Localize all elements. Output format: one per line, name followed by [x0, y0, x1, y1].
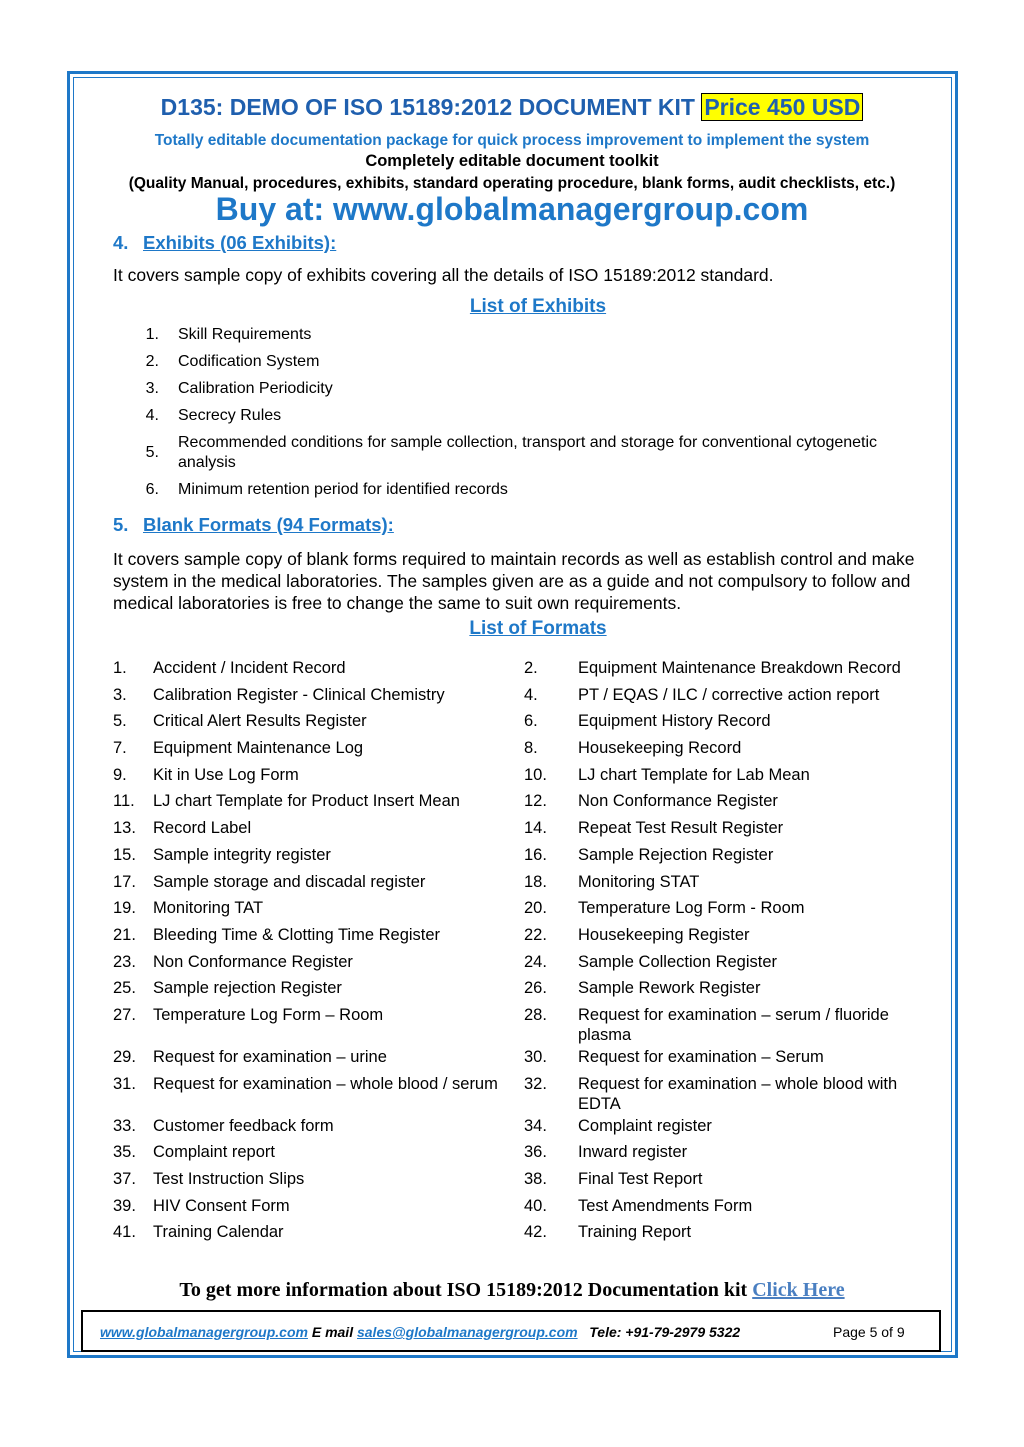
- item-text: Sample Rejection Register: [578, 845, 774, 864]
- table-row: [113, 709, 935, 736]
- list-item: [113, 1194, 524, 1216]
- formats-heading: [113, 514, 394, 536]
- exhibits-heading: [113, 232, 336, 254]
- item-text: Training Calendar: [153, 1223, 284, 1242]
- list-item: [113, 1167, 524, 1189]
- item-text: Sample storage and discadal register: [153, 872, 426, 891]
- item-text: Equipment Maintenance Breakdown Record: [578, 659, 901, 677]
- list-item: [113, 321, 935, 348]
- formats-section-number: 5.: [113, 514, 129, 535]
- item-number: 29.: [113, 1047, 136, 1066]
- formats-list-title: List of Formats: [469, 618, 607, 639]
- list-item: [524, 709, 935, 731]
- list-item: [524, 976, 935, 998]
- item-text: Accident / Incident Record: [153, 659, 346, 677]
- table-row: [113, 1045, 935, 1072]
- item-text: Complaint report: [153, 1143, 275, 1162]
- table-row: [113, 1220, 935, 1247]
- item-number: 26.: [524, 979, 547, 998]
- list-item: [113, 348, 935, 375]
- item-number: 37.: [113, 1170, 136, 1188]
- item-number: 13.: [113, 819, 136, 838]
- item-text: Final Test Report: [578, 1170, 703, 1188]
- item-number: 34.: [524, 1116, 547, 1135]
- item-text: Kit in Use Log Form: [153, 765, 299, 784]
- item-number: 6.: [524, 712, 538, 731]
- list-item: [113, 1220, 524, 1242]
- list-item: [524, 1167, 935, 1189]
- item-text: Minimum retention period for identified records: [178, 480, 508, 498]
- item-number: 12.: [524, 792, 547, 811]
- table-row: [113, 1072, 935, 1114]
- item-number: 38.: [524, 1170, 547, 1188]
- subtitle: Completely editable document toolkit: [365, 152, 659, 170]
- list-item: [524, 1220, 935, 1242]
- item-text: Calibration Register - Clinical Chemistry: [153, 685, 445, 704]
- footer-email-link[interactable]: sales@globalmanagergroup.com: [356, 1324, 578, 1340]
- table-row: [113, 950, 935, 977]
- list-item: [113, 976, 524, 998]
- item-text: Sample rejection Register: [153, 979, 342, 998]
- item-number: 16.: [524, 845, 547, 864]
- table-row: [113, 816, 935, 843]
- item-number: 10.: [524, 765, 547, 784]
- item-text: Sample integrity register: [153, 845, 331, 864]
- table-row: [113, 763, 935, 790]
- footer: [100, 1324, 740, 1340]
- item-text: Recommended conditions for sample collection, transport and storage for conventional cytogenetic analysis: [178, 433, 878, 471]
- list-item: [113, 763, 524, 785]
- item-number: 23.: [113, 952, 136, 971]
- list-item: [524, 1003, 935, 1045]
- item-text: LJ chart Template for Product Insert Mean: [153, 792, 460, 811]
- item-text: Skill Requirements: [178, 325, 312, 343]
- list-item: [113, 1114, 524, 1136]
- item-number: 3.: [145, 379, 159, 397]
- list-item: [113, 656, 524, 678]
- list-item: [524, 950, 935, 972]
- list-item: [113, 923, 524, 945]
- list-item: [113, 1072, 524, 1094]
- item-number: 5.: [145, 443, 159, 461]
- list-item: [524, 763, 935, 785]
- item-number: 25.: [113, 979, 136, 998]
- item-text: Inward register: [578, 1143, 688, 1162]
- item-text: PT / EQAS / ILC / corrective action report: [578, 685, 880, 704]
- exhibits-heading-label: Exhibits (06 Exhibits):: [143, 232, 337, 253]
- list-item: [113, 736, 524, 758]
- list-item: [113, 789, 524, 811]
- item-number: 3.: [113, 685, 127, 704]
- more-info: [0, 1279, 1024, 1302]
- item-number: 20.: [524, 899, 547, 918]
- exhibits-list: [113, 321, 935, 503]
- list-item: [113, 950, 524, 972]
- item-number: 4.: [524, 685, 538, 704]
- table-row: [113, 843, 935, 870]
- item-number: 17.: [113, 872, 136, 891]
- list-item: [113, 896, 524, 918]
- list-item: [524, 816, 935, 838]
- item-number: 18.: [524, 872, 547, 891]
- formats-heading-label: Blank Formats (94 Formats):: [143, 514, 394, 535]
- list-item: [524, 1114, 935, 1136]
- footer-phone: Tele: +91-79-2979 5322: [589, 1324, 741, 1340]
- table-row: [113, 923, 935, 950]
- list-item: [113, 402, 935, 429]
- item-number: 22.: [524, 925, 547, 944]
- list-item: [113, 870, 524, 892]
- exhibits-section-number: 4.: [113, 232, 129, 253]
- item-text: Codification System: [178, 352, 320, 370]
- list-item: [524, 870, 935, 892]
- item-number: 11.: [113, 792, 135, 811]
- item-text: Test Amendments Form: [578, 1196, 753, 1215]
- list-item: [524, 896, 935, 918]
- item-number: 15.: [113, 845, 136, 864]
- table-row: [113, 976, 935, 1003]
- list-item: [113, 843, 524, 865]
- click-here-link[interactable]: Click Here: [752, 1279, 845, 1301]
- item-text: HIV Consent Form: [153, 1196, 290, 1215]
- list-item: [524, 1072, 935, 1114]
- item-number: 1.: [145, 325, 159, 343]
- table-row: [113, 1194, 935, 1221]
- table-row: [113, 683, 935, 710]
- item-number: 6.: [145, 480, 159, 498]
- buy-link[interactable]: Buy at: www.globalmanagergroup.com: [215, 191, 809, 227]
- item-text: Equipment History Record: [578, 712, 771, 731]
- item-text: Secrecy Rules: [178, 406, 282, 424]
- item-text: Customer feedback form: [153, 1116, 334, 1135]
- footer-website-link[interactable]: www.globalmanagergroup.com: [100, 1324, 308, 1340]
- document-title: [0, 92, 1024, 122]
- list-item: [113, 709, 524, 731]
- table-row: [113, 1114, 935, 1141]
- list-item: [524, 1045, 935, 1067]
- item-text: Request for examination – whole blood / serum: [153, 1074, 498, 1093]
- table-row: [113, 1003, 935, 1045]
- item-number: 39.: [113, 1196, 136, 1215]
- item-text: Sample Rework Register: [578, 979, 761, 998]
- price-badge: Price 450 USD: [701, 93, 863, 121]
- item-number: 32.: [524, 1074, 547, 1093]
- item-text: Training Report: [578, 1223, 692, 1242]
- table-row: [113, 789, 935, 816]
- more-info-text: To get more information about ISO 15189:2012 Documentation kit: [179, 1279, 748, 1301]
- item-number: 21.: [113, 925, 136, 944]
- item-number: 19.: [113, 899, 136, 918]
- item-text: Non Conformance Register: [578, 792, 778, 811]
- item-number: 7.: [113, 739, 127, 758]
- item-text: Request for examination – Serum: [578, 1047, 824, 1066]
- item-text: LJ chart Template for Lab Mean: [578, 765, 810, 784]
- item-number: 35.: [113, 1143, 136, 1162]
- contents-summary: (Quality Manual, procedures, exhibits, standard operating procedure, blank forms, audit checklists, etc.): [128, 175, 896, 192]
- item-text: Critical Alert Results Register: [153, 712, 367, 731]
- item-number: 4.: [145, 406, 159, 424]
- list-item: [113, 429, 935, 476]
- table-row: [113, 736, 935, 763]
- item-text: Repeat Test Result Register: [578, 819, 784, 838]
- item-number: 36.: [524, 1143, 547, 1162]
- footer-email-label: E mail: [311, 1324, 354, 1340]
- table-row: [113, 870, 935, 897]
- list-item: [113, 1140, 524, 1162]
- item-number: 24.: [524, 952, 547, 971]
- item-text: Monitoring TAT: [153, 899, 264, 918]
- formats-intro: It covers sample copy of blank forms required to maintain records as well as establish control and make system in the medical laboratories. The samples given are as a guide and not compulsory to follow and medical laboratories is free to change the same to suit own requirements.: [113, 549, 915, 613]
- list-item: [113, 375, 935, 402]
- item-text: Non Conformance Register: [153, 952, 353, 971]
- item-number: 40.: [524, 1196, 547, 1215]
- table-row: [113, 656, 935, 683]
- list-item: [113, 1003, 524, 1025]
- list-item: [524, 683, 935, 705]
- tagline: Totally editable documentation package for quick process improvement to implement the system: [154, 132, 870, 149]
- item-text: Housekeeping Record: [578, 739, 742, 758]
- item-text: Temperature Log Form – Room: [153, 1005, 384, 1024]
- item-text: Complaint register: [578, 1116, 712, 1135]
- item-text: Sample Collection Register: [578, 952, 778, 971]
- item-number: 41.: [113, 1223, 136, 1242]
- item-text: Request for examination – serum / fluoride plasma: [578, 1005, 889, 1044]
- item-text: Record Label: [153, 819, 252, 838]
- table-row: [113, 1140, 935, 1167]
- item-number: 33.: [113, 1116, 136, 1135]
- list-item: [113, 1045, 524, 1067]
- item-text: Request for examination – whole blood with EDTA: [578, 1074, 898, 1113]
- item-text: Temperature Log Form - Room: [578, 899, 805, 918]
- item-number: 9.: [113, 765, 127, 784]
- table-row: [113, 1167, 935, 1194]
- exhibits-list-title: List of Exhibits: [469, 296, 607, 317]
- list-item: [113, 816, 524, 838]
- item-number: 8.: [524, 739, 538, 758]
- list-item: [524, 843, 935, 865]
- item-number: 5.: [113, 712, 127, 731]
- item-number: 31.: [113, 1074, 136, 1093]
- item-number: 27.: [113, 1005, 136, 1024]
- table-row: [113, 896, 935, 923]
- list-item: [524, 1140, 935, 1162]
- item-number: 42.: [524, 1223, 547, 1242]
- list-item: [524, 789, 935, 811]
- item-text: Monitoring STAT: [578, 872, 700, 891]
- list-item: [524, 736, 935, 758]
- formats-list: [113, 656, 935, 1247]
- item-text: Equipment Maintenance Log: [153, 739, 364, 758]
- item-text: Bleeding Time & Clotting Time Register: [153, 925, 441, 944]
- page-number: Page 5 of 9: [833, 1324, 905, 1340]
- item-number: 28.: [524, 1005, 547, 1024]
- title-text: D135: DEMO OF ISO 15189:2012 DOCUMENT KIT: [160, 94, 695, 120]
- item-number: 1.: [113, 659, 127, 677]
- item-text: Request for examination – urine: [153, 1047, 387, 1066]
- item-text: Calibration Periodicity: [178, 379, 333, 397]
- item-number: 30.: [524, 1047, 547, 1066]
- exhibits-intro: It covers sample copy of exhibits covering all the details of ISO 15189:2012 standard.: [113, 265, 774, 285]
- item-number: 14.: [524, 819, 547, 838]
- item-number: 2.: [524, 659, 538, 677]
- item-number: 2.: [145, 352, 159, 370]
- list-item: [524, 1194, 935, 1216]
- list-item: [524, 656, 935, 678]
- list-item: [113, 683, 524, 705]
- list-item: [113, 476, 935, 503]
- item-text: Test Instruction Slips: [153, 1170, 305, 1188]
- list-item: [524, 923, 935, 945]
- item-text: Housekeeping Register: [578, 925, 750, 944]
